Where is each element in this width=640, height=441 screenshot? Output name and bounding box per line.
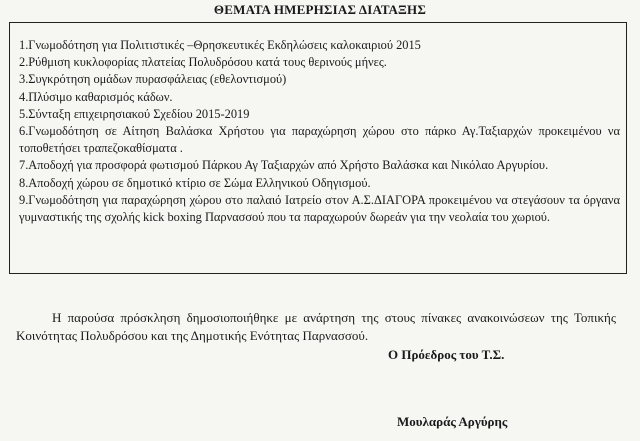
publication-notice: Η παρούσα πρόσκληση δημοσιοποιήθηκε με ανάρτηση της στους πίνακες ανακοινώσεων της Τοπικής Κοινότητας Πολυδρόσου και της Δημοτικής Ενότητας Παρνασσού. xyxy=(16,310,616,343)
agenda-item: 8.Αποδοχή χώρου σε δημοτικό κτίριο σε Σώμα Ελληνικού Οδηγισμού. xyxy=(19,175,371,190)
signature-name: Μουλαράς Αργύρης xyxy=(397,414,508,429)
agenda-item: 7.Αποδοχή για προσφορά φωτισμού Πάρκου Αγ Ταξιαρχών από Χρήστο Βαλάσκα και Νικόλαο Αργυρίου. xyxy=(19,158,549,173)
agenda-item: 9.Γνωμοδότηση για παραχώρηση χώρου στο παλαιό Ιατρείο στον Α.Σ.ΔΙΑΓΟΡΑ προκειμένου να στεγάσουν τα όργανα γυμναστικής της σχολής kick boxing Παρνασσού που τα παραχωρούν δωρεάν για την νεολαία του χωριού. xyxy=(19,192,620,225)
page-title: ΘΕΜΑΤΑ ΗΜΕΡΗΣΙΑΣ ΔΙΑΤΑΞΗΣ xyxy=(213,2,427,17)
agenda-item: 5.Σύνταξη επιχειρησιακού Σχεδίου 2015-2019 xyxy=(19,106,250,121)
agenda-item: 6.Γνωμοδότηση σε Αίτηση Βαλάσκα Χρήστου για παραχώρηση χώρου στο πάρκο Αγ.Ταξιαρχών προκειμένου να τοποθετήσει τραπεζοκαθίσματα . xyxy=(19,124,620,156)
agenda-item: 4.Πλύσιμο καθαρισμός κάδων. xyxy=(19,89,173,104)
agenda-list xyxy=(19,37,620,226)
agenda-item: 3.Συγκρότηση ομάδων πυρασφάλειας (εθελοντισμού) xyxy=(19,72,287,87)
signature-role: Ο Πρόεδρος του Τ.Σ. xyxy=(388,347,505,362)
agenda-item: 2.Ρύθμιση κυκλοφορίας πλατείας Πολυδρόσου κατά τους θερινούς μήνες. xyxy=(19,55,387,70)
agenda-item: 1.Γνωμοδότηση για Πολιτιστικές –Θρησκευτικές Εκδηλώσεις καλοκαιριού 2015 xyxy=(19,38,421,52)
agenda-box xyxy=(9,22,627,274)
